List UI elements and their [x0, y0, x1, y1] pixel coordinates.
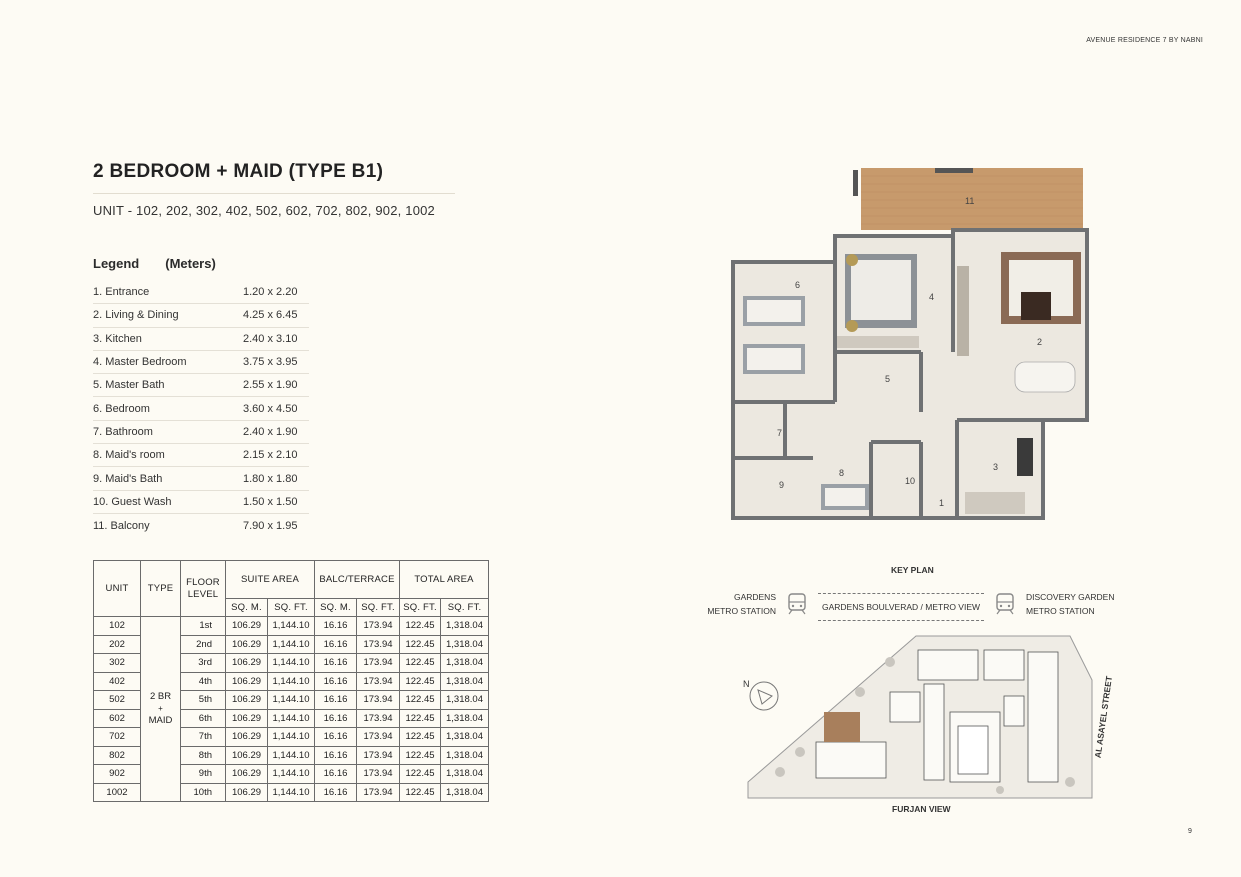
- type-line: 2 BR: [149, 691, 172, 702]
- cell-suite-sqft: 1,144.10: [268, 709, 315, 728]
- cell-total-2: 1,318.04: [441, 672, 489, 691]
- street-label: AL ASAYEL STREET: [1092, 675, 1115, 759]
- legend-item: [93, 444, 309, 467]
- area-table: [93, 560, 489, 802]
- cell-suite-sqm: 106.29: [226, 654, 268, 673]
- room-number: 1: [939, 498, 945, 508]
- legend-item-size: 2.40 x 1.90: [243, 425, 298, 438]
- legend-item-name: 6. Bedroom: [93, 402, 150, 415]
- cell-suite-sqft: 1,144.10: [268, 691, 315, 710]
- metro-train-icon: [786, 592, 808, 616]
- cell-balc-sqft: 173.94: [357, 635, 400, 654]
- cell-unit: 602: [94, 709, 141, 728]
- cell-suite-sqm: 106.29: [226, 765, 268, 784]
- subcol-sqm: SQ. M.: [226, 599, 268, 617]
- cell-suite-sqm: 106.29: [226, 617, 268, 636]
- cell-unit: 902: [94, 765, 141, 784]
- legend-item: [93, 351, 309, 374]
- cell-balc-sqm: 16.16: [315, 783, 357, 802]
- room-number: 4: [929, 292, 935, 302]
- highlighted-unit: [824, 712, 860, 742]
- col-total-area: TOTAL AREA: [400, 561, 489, 599]
- cell-floor: 3rd: [181, 654, 226, 673]
- cell-unit: 202: [94, 635, 141, 654]
- cell-suite-sqm: 106.29: [226, 709, 268, 728]
- legend-item-name: 7. Bathroom: [93, 425, 153, 438]
- cell-balc-sqm: 16.16: [315, 691, 357, 710]
- left-station-label: [700, 590, 776, 618]
- legend-item-size: 4.25 x 6.45: [243, 309, 298, 322]
- cell-total-2: 1,318.04: [441, 765, 489, 784]
- cell-floor: 5th: [181, 691, 226, 710]
- table-row: [94, 617, 489, 636]
- cell-unit: 502: [94, 691, 141, 710]
- right-station-label: [1026, 590, 1126, 618]
- cell-floor: 1st: [181, 617, 226, 636]
- legend-item-name: 1. Entrance: [93, 286, 150, 299]
- cell-balc-sqm: 16.16: [315, 709, 357, 728]
- cell-suite-sqft: 1,144.10: [268, 635, 315, 654]
- cell-total-2: 1,318.04: [441, 654, 489, 673]
- cell-total-2: 1,318.04: [441, 709, 489, 728]
- cell-balc-sqm: 16.16: [315, 728, 357, 747]
- site-plan: [740, 632, 1130, 802]
- legend-item-name: 4. Master Bedroom: [93, 356, 187, 369]
- cell-total-1: 122.45: [400, 728, 441, 747]
- cell-suite-sqft: 1,144.10: [268, 765, 315, 784]
- subcol-sqft: SQ. FT.: [268, 599, 315, 617]
- cell-balc-sqm: 16.16: [315, 654, 357, 673]
- legend-item-size: 3.60 x 4.50: [243, 402, 298, 415]
- room-number: 2: [1037, 337, 1043, 347]
- cell-unit: 1002: [94, 783, 141, 802]
- col-balc-terrace: BALC/TERRACE: [315, 561, 400, 599]
- cell-unit: 102: [94, 617, 141, 636]
- cell-suite-sqft: 1,144.10: [268, 746, 315, 765]
- cell-total-1: 122.45: [400, 783, 441, 802]
- cell-total-2: 1,318.04: [441, 783, 489, 802]
- cell-total-1: 122.45: [400, 617, 441, 636]
- cell-unit: 402: [94, 672, 141, 691]
- furjan-view-label: FURJAN VIEW: [892, 804, 951, 814]
- cell-balc-sqm: 16.16: [315, 672, 357, 691]
- cell-balc-sqm: 16.16: [315, 765, 357, 784]
- cell-balc-sqft: 173.94: [357, 783, 400, 802]
- cell-floor: 6th: [181, 709, 226, 728]
- cell-balc-sqft: 173.94: [357, 746, 400, 765]
- legend-item-size: 2.55 x 1.90: [243, 379, 298, 392]
- legend-item-name: 10. Guest Wash: [93, 495, 172, 508]
- legend-item-size: 1.50 x 1.50: [243, 495, 298, 508]
- room-number: 8: [839, 468, 845, 478]
- cell-balc-sqft: 173.94: [357, 728, 400, 747]
- north-label: N: [743, 679, 750, 689]
- cell-unit: 302: [94, 654, 141, 673]
- type-line: MAID: [148, 715, 173, 726]
- brand-header: AVENUE RESIDENCE 7 BY NABNI: [1086, 37, 1203, 44]
- cell-balc-sqm: 16.16: [315, 635, 357, 654]
- cell-total-1: 122.45: [400, 672, 441, 691]
- legend-item-name: 3. Kitchen: [93, 332, 142, 345]
- north-compass: [750, 682, 778, 710]
- cell-suite-sqft: 1,144.10: [268, 783, 315, 802]
- cell-balc-sqm: 16.16: [315, 617, 357, 636]
- legend-item: [93, 374, 309, 397]
- room-number: 9: [779, 480, 785, 490]
- legend-item: [93, 328, 309, 351]
- col-suite-area: SUITE AREA: [226, 561, 315, 599]
- room-number: 6: [795, 280, 801, 290]
- cell-type: [141, 617, 181, 802]
- page-title: 2 BEDROOM + MAID (TYPE B1): [93, 161, 384, 182]
- cell-balc-sqm: 16.16: [315, 746, 357, 765]
- cell-total-2: 1,318.04: [441, 617, 489, 636]
- cell-total-2: 1,318.04: [441, 691, 489, 710]
- cell-floor: 2nd: [181, 635, 226, 654]
- subcol-sqft: SQ. FT.: [357, 599, 400, 617]
- col-type: TYPE: [141, 561, 181, 617]
- legend-item-size: 7.90 x 1.95: [243, 519, 298, 532]
- cell-balc-sqft: 173.94: [357, 617, 400, 636]
- cell-suite-sqm: 106.29: [226, 635, 268, 654]
- cell-suite-sqft: 1,144.10: [268, 728, 315, 747]
- subcol-sqft: SQ. FT.: [400, 599, 441, 617]
- subcol-sqm: SQ. M.: [315, 599, 357, 617]
- legend-item-size: 2.15 x 2.10: [243, 449, 298, 462]
- legend-item: [93, 491, 309, 514]
- page-number: 9: [1188, 828, 1192, 835]
- legend-item-size: 2.40 x 3.10: [243, 332, 298, 345]
- cell-suite-sqm: 106.29: [226, 672, 268, 691]
- legend-item-size: 1.20 x 2.20: [243, 286, 298, 299]
- room-number: 5: [885, 374, 891, 384]
- legend-item-name: 5. Master Bath: [93, 379, 165, 392]
- cell-balc-sqft: 173.94: [357, 765, 400, 784]
- floor-plan: [725, 162, 1095, 524]
- cell-floor: 4th: [181, 672, 226, 691]
- cell-unit: 802: [94, 746, 141, 765]
- legend-item-name: 2. Living & Dining: [93, 309, 179, 322]
- cell-suite-sqft: 1,144.10: [268, 672, 315, 691]
- legend-item: [93, 304, 309, 327]
- legend-item-size: 1.80 x 1.80: [243, 472, 298, 485]
- station-type: METRO STATION: [1026, 606, 1095, 616]
- cell-floor: 8th: [181, 746, 226, 765]
- station-type: METRO STATION: [707, 606, 776, 616]
- legend-item: [93, 421, 309, 444]
- cell-total-1: 122.45: [400, 654, 441, 673]
- cell-floor: 10th: [181, 783, 226, 802]
- legend-item-size: 3.75 x 3.95: [243, 356, 298, 369]
- cell-balc-sqft: 173.94: [357, 654, 400, 673]
- col-floor: FLOOR LEVEL: [181, 561, 226, 617]
- cell-suite-sqm: 106.29: [226, 691, 268, 710]
- cell-balc-sqft: 173.94: [357, 691, 400, 710]
- cell-total-1: 122.45: [400, 765, 441, 784]
- cell-balc-sqft: 173.94: [357, 709, 400, 728]
- type-line: +: [158, 704, 163, 713]
- station-name: DISCOVERY GARDEN: [1026, 592, 1115, 602]
- cell-suite-sqm: 106.29: [226, 728, 268, 747]
- station-name: GARDENS: [733, 592, 776, 602]
- legend-item-name: 8. Maid's room: [93, 449, 165, 462]
- legend-item: [93, 397, 309, 420]
- cell-floor: 7th: [181, 728, 226, 747]
- cell-suite-sqft: 1,144.10: [268, 617, 315, 636]
- col-unit: UNIT: [94, 561, 141, 617]
- cell-suite-sqft: 1,144.10: [268, 654, 315, 673]
- cell-floor: 9th: [181, 765, 226, 784]
- room-number: 7: [777, 428, 783, 438]
- cell-total-1: 122.45: [400, 691, 441, 710]
- room-number: 10: [905, 476, 916, 486]
- room-number: 3: [993, 462, 999, 472]
- cell-total-2: 1,318.04: [441, 746, 489, 765]
- legend-item: [93, 281, 309, 304]
- legend-item-name: 9. Maid's Bath: [93, 472, 163, 485]
- legend-item: [93, 467, 309, 490]
- cell-total-1: 122.45: [400, 709, 441, 728]
- cell-total-2: 1,318.04: [441, 728, 489, 747]
- subcol-sqft: SQ. FT.: [441, 599, 489, 617]
- metro-train-icon: [994, 592, 1016, 616]
- room-number: 11: [965, 196, 975, 206]
- cell-suite-sqm: 106.29: [226, 783, 268, 802]
- legend-item: [93, 514, 309, 537]
- legend-item-name: 11. Balcony: [93, 519, 150, 532]
- cell-total-1: 122.45: [400, 635, 441, 654]
- legend-title: Legend: [93, 256, 140, 271]
- legend-list: [93, 281, 309, 537]
- cell-suite-sqm: 106.29: [226, 746, 268, 765]
- cell-total-1: 122.45: [400, 746, 441, 765]
- cell-balc-sqft: 173.94: [357, 672, 400, 691]
- unit-numbers: UNIT - 102, 202, 302, 402, 502, 602, 702, 802, 902, 1002: [93, 203, 435, 218]
- legend-heading: [93, 256, 216, 271]
- title-divider: [93, 193, 455, 194]
- cell-total-2: 1,318.04: [441, 635, 489, 654]
- key-plan-title: KEY PLAN: [891, 565, 934, 575]
- cell-unit: 702: [94, 728, 141, 747]
- boulevard-label: GARDENS BOULVERAD / METRO VIEW: [818, 593, 984, 621]
- legend-unit: (Meters): [165, 256, 216, 271]
